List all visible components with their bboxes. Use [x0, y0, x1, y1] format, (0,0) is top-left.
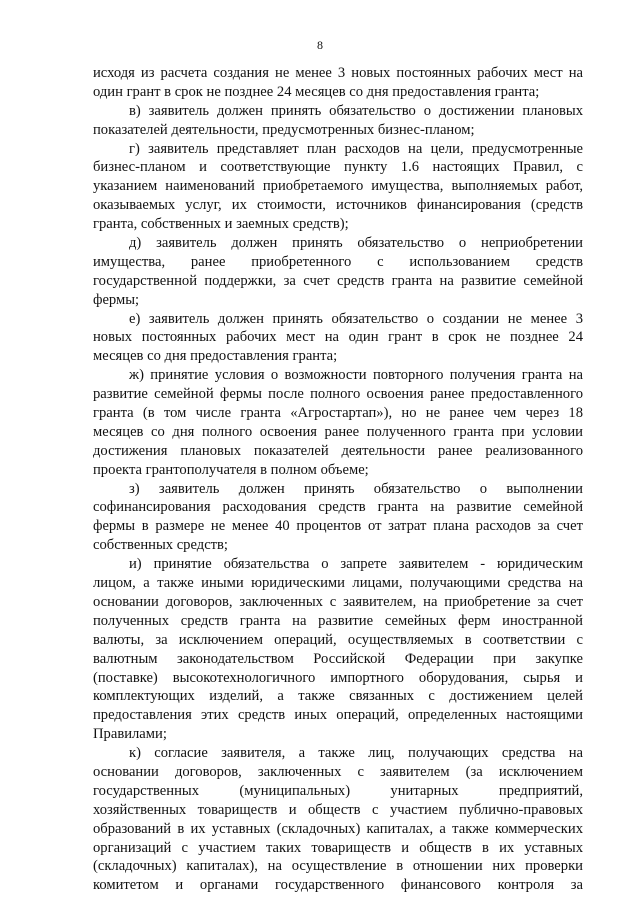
text-line: г) заявитель представляет план расходов на цели, предусмотренные — [129, 140, 583, 157]
text-line: новых постоянных рабочих мест на один грант в срок не позднее 24 — [93, 329, 583, 346]
text-line: Правилами; — [93, 726, 167, 743]
paragraph — [93, 234, 583, 310]
page-number: 8 — [317, 38, 323, 52]
text-line: полученных средств гранта на развитие семейных ферм иностранной — [93, 612, 583, 629]
text-line: валютным законодательством Российской Федерации при закупке — [93, 650, 583, 667]
paragraph — [93, 102, 583, 140]
text-line: развитие семейной фермы после полного освоения ранее предоставленного — [93, 386, 583, 403]
text-line: исходя из расчета создания не менее 3 новых постоянных рабочих мест на — [93, 65, 583, 81]
text-line: указанием наименований приобретаемого имущества, выполняемых работ, — [93, 178, 583, 195]
text-line: и) принятие обязательства о запрете заявителем - юридическим — [129, 556, 583, 573]
text-line: ж) принятие условия о возможности повторного получения гранта на — [129, 367, 583, 384]
text-line: оказываемых услуг, их стоимости, источников финансирования (средств — [93, 197, 583, 214]
text-line: софинансирования расходования средств гранта на развитие семейной — [93, 499, 583, 516]
text-line: (складочных) капиталах), на осуществление в отношении них проверки — [93, 858, 583, 875]
text-line: достижения плановых показателей деятельности ранее реализованного — [93, 442, 583, 459]
text-line: месяцев со дня предоставления гранта; — [93, 348, 338, 365]
paragraph — [93, 64, 583, 102]
text-line: организаций с участием таких товариществ и обществ в их уставных — [93, 839, 583, 856]
text-line: показателей деятельности, предусмотренных бизнес-планом; — [93, 121, 475, 138]
text-line: проекта грантополучателя в полном объеме; — [93, 461, 369, 478]
text-line: валюты, за исключением операций, осуществляемых в соответствии с — [93, 631, 583, 648]
text-line: (поставке) высокотехнологичного импортного оборудования, сырья и — [93, 669, 583, 686]
text-line: е) заявитель должен принять обязательство о создании не менее 3 — [129, 310, 583, 327]
text-line: комплектующих изделий, а также связанных с достижением целей — [93, 688, 583, 705]
text-line: д) заявитель должен принять обязательство о неприобретении — [129, 235, 583, 252]
text-line: месяцев со дня полного освоения ранее полученного гранта при условии — [93, 423, 583, 440]
text-line: государственной поддержки, за счет средств гранта на развитие семейной — [93, 272, 583, 289]
text-line: бизнес-планом и соответствующие пункту 1.6 настоящих Правил, с — [93, 159, 583, 176]
text-line: гранта, собственных и заемных средств); — [93, 216, 349, 233]
document-body — [93, 64, 583, 895]
text-line: фермы в размере не менее 40 процентов от затрат плана расходов за счет — [93, 518, 583, 535]
text-line: лицом, а также иными юридическими лицами, получающими средства на — [93, 575, 583, 592]
paragraph — [93, 140, 583, 234]
text-line: з) заявитель должен принять обязательство о выполнении — [129, 480, 583, 497]
text-line: один грант в срок не позднее 24 месяцев со дня предоставления гранта; — [93, 83, 540, 100]
text-line: имущества, ранее приобретенного с использованием средств — [93, 253, 583, 270]
text-line: к) согласие заявителя, а также лиц, получающих средства на — [129, 745, 583, 762]
paragraph — [93, 366, 583, 479]
paragraph — [93, 744, 583, 895]
text-line: комитетом и органами государственного финансового контроля за — [93, 877, 583, 894]
text-line: гранта (в том числе гранта «Агростартап»), но не ранее чем через 18 — [93, 405, 583, 422]
text-line: основании договоров, заключенных с заявителем (за исключением — [93, 763, 583, 780]
text-line: предоставления этих средств иных операций, определенных настоящими — [93, 707, 583, 724]
text-line: хозяйственных товариществ и обществ с участием публично-правовых — [93, 801, 583, 818]
text-line: основании договоров, заключенных с заявителем, на приобретение за счет — [93, 593, 583, 610]
text-line: государственных (муниципальных) унитарных предприятий, — [93, 782, 583, 799]
paragraph — [93, 310, 583, 367]
paragraph — [93, 480, 583, 556]
text-line: собственных средств; — [93, 537, 228, 554]
paragraph — [93, 555, 583, 744]
text-line: фермы; — [93, 291, 140, 308]
text-line: в) заявитель должен принять обязательство о достижении плановых — [129, 102, 583, 119]
text-line: образований в их уставных (складочных) капиталах, а также коммерческих — [93, 820, 583, 837]
